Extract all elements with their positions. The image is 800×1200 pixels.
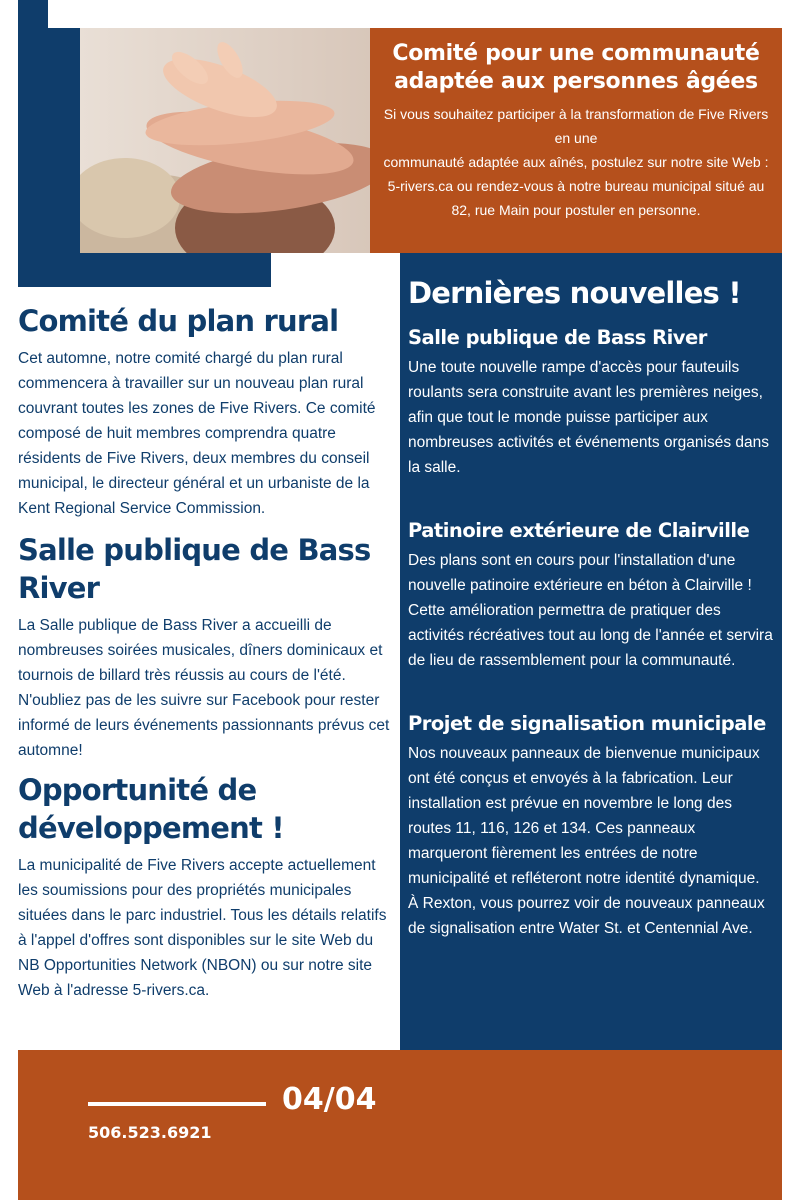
rural-plan-title: Comité du plan rural	[18, 304, 339, 338]
news-item-title: Salle publique de Bass River	[408, 326, 707, 349]
page-number: 04/04	[282, 1082, 377, 1117]
development-body: La municipalité de Five Rivers accepte actuellement les soumissions pour des propriétés municipales situées dans le parc industriel. Tous les détails relatifs à l'appel d'offres sont disponibles sur le site Web du NB Opportunities Network (NBON) ou sur notre site Web à l'adresse 5-rivers.ca.	[18, 857, 387, 999]
decorative-white-notch	[48, 0, 271, 28]
development-title: Opportunité de développement !	[18, 773, 284, 845]
news-item-body: Des plans sont en cours pour l'installation d'une nouvelle patinoire extérieure en béton à Clairville ! Cette amélioration permettra de pratiquer des activités récréatives tout au long de l'année et servira de lieu de rassemblement pour la communauté.	[408, 552, 773, 669]
hands-photo	[80, 28, 370, 253]
latest-news-heading: Dernières nouvelles !	[408, 276, 741, 310]
phone-number: 506.523.6921	[88, 1123, 212, 1142]
news-item-title: Patinoire extérieure de Clairville	[408, 519, 750, 542]
footer	[18, 1050, 782, 1200]
age-friendly-committee-box	[370, 28, 782, 253]
rural-plan-body: Cet automne, notre comité chargé du plan rural commencera à travailler sur un nouveau plan rural couvrant toutes les zones de Five Rivers. Ce comité composé de huit membres comprendra quatre résidents de Five Rivers, deux membres du conseil municipal, le directeur général et un urbaniste de la Kent Regional Service Commission.	[18, 350, 376, 517]
news-item-title: Projet de signalisation municipale	[408, 712, 766, 735]
age-friendly-committee-title: Comité pour une communauté adaptée aux personnes âgées	[392, 41, 760, 94]
bass-river-hall-title: Salle publique de Bass River	[18, 533, 371, 605]
age-friendly-committee-body: Si vous souhaitez participer à la transformation de Five Rivers en une communauté adaptée aux aînés, postulez sur notre site Web : 5-rivers.ca ou rendez-vous à notre bureau municipal situé au 82, rue Main pour postuler en personne.	[383, 106, 769, 218]
left-column	[18, 302, 398, 1003]
latest-news-panel	[400, 253, 782, 1050]
news-item-body: Nos nouveaux panneaux de bienvenue municipaux ont été conçus et envoyés à la fabrication. Leur installation est prévue en novembre le long des routes 11, 116, 126 et 134. Ces panneaux marqueront fièrement les entrées de notre municipalité et refléteront notre identité dynamique. À Rexton, vous pourrez voir de nouveaux panneaux de signalisation entre Water St. et Centennial Ave.	[408, 745, 765, 937]
news-item-body: Une toute nouvelle rampe d'accès pour fauteuils roulants sera construite avant les premières neiges, afin que tout le monde puisse participer aux nombreuses activités et événements organisés dans la salle.	[408, 359, 770, 476]
footer-divider	[88, 1102, 266, 1106]
bass-river-hall-body: La Salle publique de Bass River a accueilli de nombreuses soirées musicales, dîners dominicaux et tournois de billard très réussis au cours de l'été. N'oubliez pas de les suivre sur Facebook pour rester informé de leurs événements passionnants prévus cet automne!	[18, 617, 390, 759]
stacked-hands-image	[80, 28, 370, 253]
